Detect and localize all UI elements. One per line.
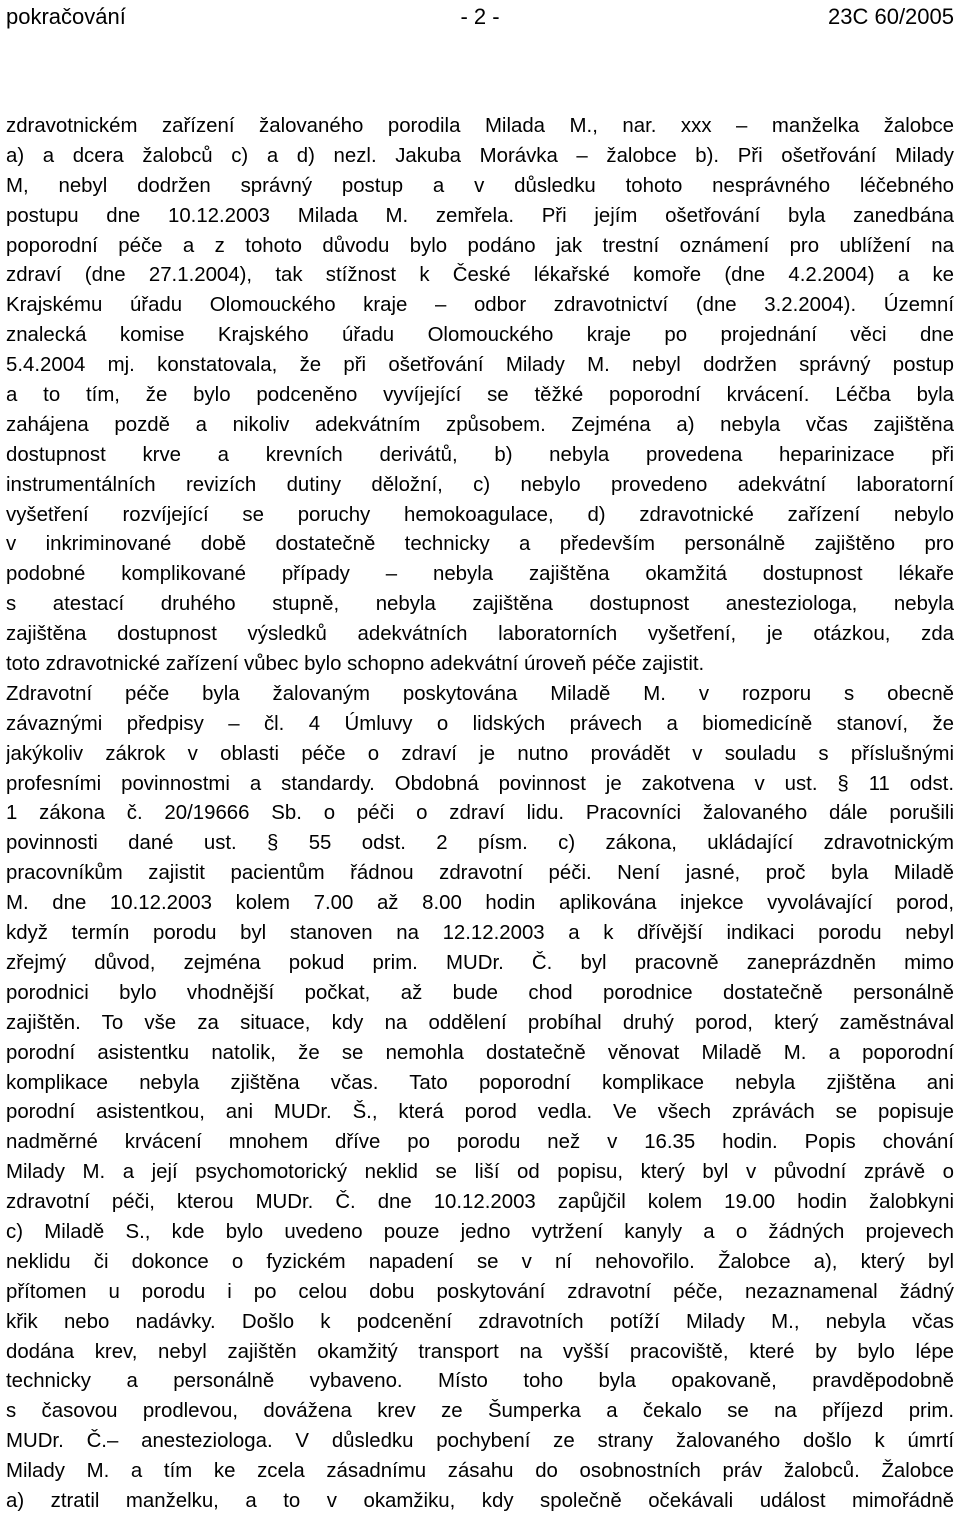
text-line: Zdravotní péče byla žalovaným poskytována Miladě M. v rozporu s obecně — [6, 682, 954, 705]
text-line: profesními povinnostmi a standardy. Obdobná povinnost je zakotvena v ust. § 11 odst. — [6, 772, 954, 795]
text-line: komplikace nebyla zjištěna včas. Tato poporodní komplikace nebyla zjištěna ani — [6, 1071, 954, 1094]
text-line: neklidu či dokonce o fyzickém napadení se v ní nehovořilo. Žalobce a), který byl — [6, 1250, 954, 1273]
text-line: povinnosti dané ust. § 55 odst. 2 písm. c) zákona, ukládající zdravotnickým — [6, 832, 954, 855]
page-header — [6, 0, 954, 34]
text-line: pracovníkům zajistit pacientům řádnou zdravotní péči. Není jasné, proč byla Miladě — [6, 862, 954, 885]
text-line: dostupnost krve a krevních derivátů, b) nebyla provedena heparinizace při — [6, 443, 954, 466]
header-case-number: 23C 60/2005 — [828, 4, 954, 29]
text-line: M, nebyl dodržen správný postup a v důsledku tohoto nesprávného léčebného — [6, 174, 954, 197]
text-line: porodní asistentku natolik, že se nemohla dostatečně věnovat Miladě M. a poporodní — [6, 1041, 954, 1064]
text-line: M. dne 10.12.2003 kolem 7.00 až 8.00 hodin aplikována injekce vyvolávající porod, — [6, 892, 954, 915]
text-line: zajištěn. To vše za situace, kdy na oddělení probíhal druhý porod, který zaměstnával — [6, 1011, 954, 1034]
text-line: instrumentálních revizích dutiny děložní, c) nebylo provedeno adekvátní laboratorní — [6, 473, 954, 496]
text-line: podobné komplikované případy – nebyla zajištěna okamžitá dostupnost lékaře — [6, 563, 954, 586]
text-line: přítomen u porodu i po celou dobu poskytování zdravotní péče, nezaznamenal žádný — [6, 1280, 954, 1303]
text-line: porodní asistentkou, ani MUDr. Š., která porod vedla. Ve všech zprávách se popisuje — [6, 1101, 954, 1124]
text-line: a to tím, že bylo podceněno vyvíjející se těžké poporodní krvácení. Léčba byla — [6, 384, 954, 407]
text-line: a) a dcera žalobců c) a d) nezl. Jakuba Morávka – žalobce b). Při ošetřování Milady — [6, 144, 954, 167]
text-line: postupu dne 10.12.2003 Milada M. zemřela. Při jejím ošetřování byla zanedbána — [6, 204, 954, 227]
text-line: Milady M. a tím ke zcela zásadnímu zásahu do osobnostních práv žalobců. Žalobce — [6, 1460, 954, 1483]
text-line: MUDr. Č.– anesteziologa. V důsledku pochybení ze strany žalovaného došlo k úmrtí — [6, 1430, 954, 1453]
text-line: znalecká komise Krajského úřadu Olomouckého kraje po projednání věci dne — [6, 324, 954, 347]
text-line: technicky a personálně vybaveno. Místo toho byla opakovaně, pravděpodobně — [6, 1370, 954, 1393]
text-line: poporodní péče a z tohoto důvodu bylo podáno jak trestní oznámení pro ublížení na — [6, 234, 954, 257]
text-line: zahájena pozdě a nikoliv adekvátním způsobem. Zejména a) nebyla včas zajištěna — [6, 413, 954, 436]
text-line: s časovou prodlevou, dovážena krev ze Šumperka a čekalo se na příjezd prim. — [6, 1400, 954, 1423]
text-line: c) Miladě S., kde bylo uvedeno pouze jedno vytržení kanyly a o žádných projevech — [6, 1220, 954, 1243]
text-line: v inkriminované době dostatečně technicky a především personálně zajištěno pro — [6, 533, 954, 556]
text-line: Milady M. a její psychomotorický neklid se liší od popisu, který byl v původní zprávě o — [6, 1161, 954, 1184]
text-line: toto zdravotnické zařízení vůbec bylo schopno adekvátní úroveň péče zajistit. — [6, 653, 705, 676]
text-line: když termín porodu byl stanoven na 12.12.2003 a k dřívější indikaci porodu nebyl — [6, 922, 954, 945]
text-line: Krajskému úřadu Olomouckého kraje – odbor zdravotnictví (dne 3.2.2004). Územní — [6, 294, 954, 317]
text-line: vyšetření rozvíjející se poruchy hemokoagulace, d) zdravotnické zařízení nebylo — [6, 503, 954, 526]
text-line: jakýkoliv zákrok v oblasti péče o zdraví je nutno provádět v souladu s příslušnými — [6, 742, 954, 765]
text-line: zdravotní péči, kterou MUDr. Č. dne 10.12.2003 zapůjčil kolem 19.00 hodin žalobkyni — [6, 1191, 954, 1214]
text-line: 1 zákona č. 20/19666 Sb. o péči o zdraví lidu. Pracovníci žalovaného dále porušili — [6, 802, 954, 825]
document-body — [6, 112, 954, 1517]
text-line: zdravotnickém zařízení žalovaného porodila Milada M., nar. xxx – manželka žalobce — [6, 115, 954, 137]
text-line: zajištěna dostupnost výsledků adekvátních laboratorních vyšetření, je otázkou, zda — [6, 623, 954, 646]
text-line: nadměrné krvácení mnohem dříve po porodu než v 16.35 hodin. Popis chování — [6, 1131, 954, 1154]
text-line: dodána krev, nebyl zajištěn okamžitý transport na vyšší pracoviště, které by bylo lépe — [6, 1340, 954, 1363]
text-line: 5.4.2004 mj. konstatovala, že při ošetřování Milady M. nebyl dodržen správný postup — [6, 354, 954, 377]
text-line: zdraví (dne 27.1.2004), tak stížnost k České lékařské komoře (dne 4.2.2004) a ke — [6, 264, 954, 287]
text-line: zřejmý důvod, zejména pokud prim. MUDr. Č. byl pracovně zaneprázdněn mimo — [6, 951, 954, 974]
text-line: a) ztratil manželku, a to v okamžiku, kdy společně očekávali událost mimořádně — [6, 1489, 954, 1512]
header-page-number: - 2 - — [460, 4, 500, 29]
header-continuation-label: pokračování — [6, 4, 126, 29]
text-line: porodnici bylo vhodnější počkat, až bude chod porodnice dostatečně personálně — [6, 981, 954, 1004]
text-line: závaznými předpisy – čl. 4 Úmluvy o lidských právech a biomedicíně stanoví, že — [6, 712, 954, 735]
text-line: s atestací druhého stupně, nebyla zajištěna dostupnost anesteziologa, nebyla — [6, 593, 954, 616]
text-line: křik nebo nadávky. Došlo k podcenění zdravotních potíží Milady M., nebyla včas — [6, 1310, 954, 1333]
